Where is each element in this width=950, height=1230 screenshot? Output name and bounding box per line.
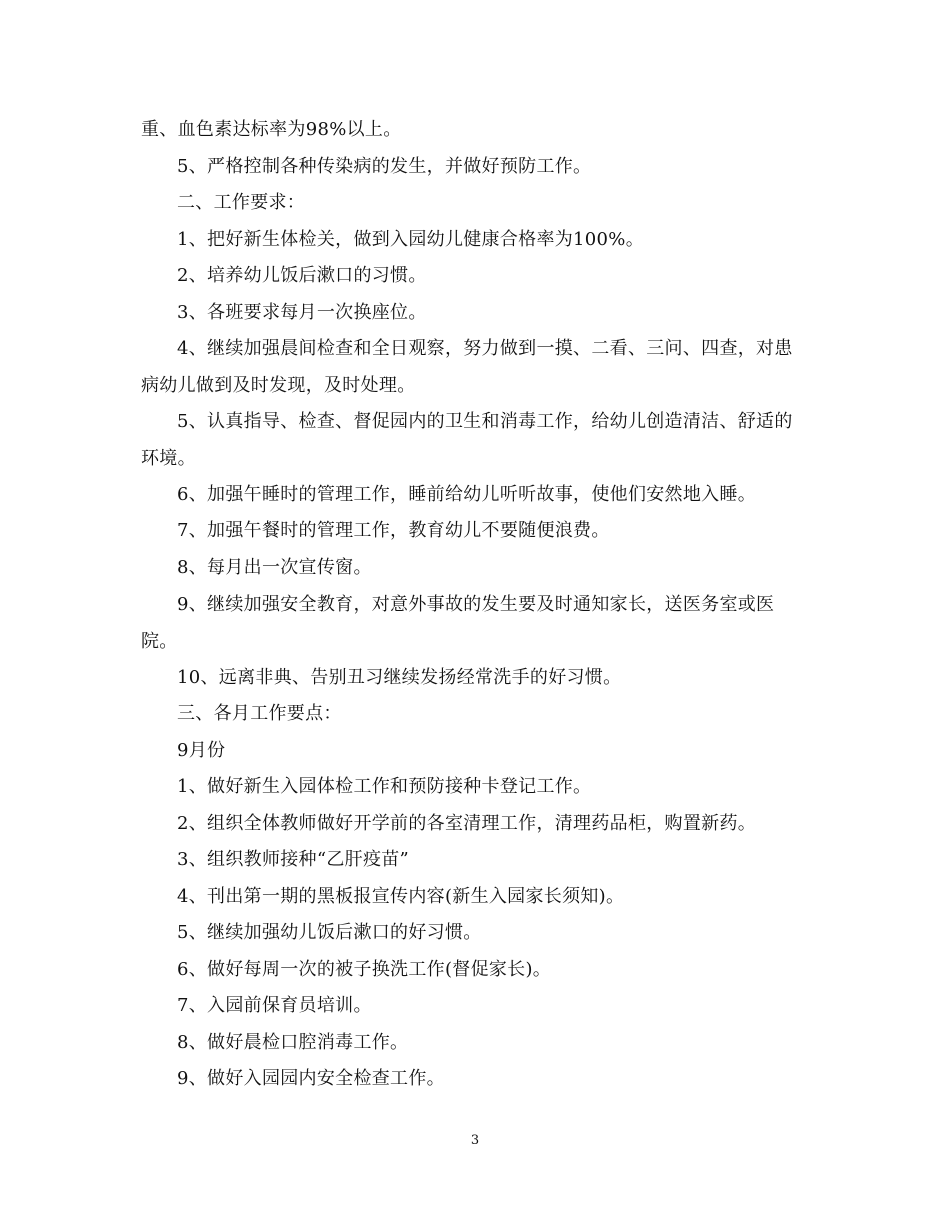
paragraph: 5、认真指导、检查、督促园内的卫生和消毒工作，给幼儿创造清洁、舒适的环境。 [141, 411, 793, 469]
paragraph: 9、继续加强安全教育，对意外事故的发生要及时通知家长，送医务室或医院。 [141, 594, 775, 652]
paragraph: 10、远离非典、告别丑习继续发扬经常洗手的好习惯。 [177, 667, 622, 688]
page-number: 3 [470, 1133, 480, 1148]
paragraph: 5、严格控制各种传染病的发生，并做好预防工作。 [177, 156, 592, 177]
paragraph: 3、各班要求每月一次换座位。 [177, 302, 427, 323]
paragraph: 8、做好晨检口腔消毒工作。 [177, 1032, 409, 1053]
paragraph: 4、继续加强晨间检查和全日观察，努力做到一摸、二看、三问、四查，对患病幼儿做到及时发现，及时处理。 [141, 338, 793, 396]
paragraph: 7、加强午餐时的管理工作，教育幼儿不要随便浪费。 [177, 520, 610, 541]
paragraph: 5、继续加强幼儿饭后漱口的好习惯。 [177, 922, 482, 943]
paragraph: 1、把好新生体检关，做到入园幼儿健康合格率为100%。 [177, 229, 645, 250]
paragraph: 8、每月出一次宣传窗。 [177, 557, 372, 578]
paragraph: 1、做好新生入园体检工作和预防接种卡登记工作。 [177, 776, 592, 797]
paragraph: 6、做好每周一次的被子换洗工作(督促家长)。 [177, 959, 552, 980]
paragraph: 2、组织全体教师做好开学前的各室清理工作，清理药品柜，购置新药。 [177, 813, 757, 834]
paragraph: 3、组织教师接种“乙肝疫苗” [177, 849, 410, 870]
month-heading: 9月份 [177, 740, 226, 761]
paragraph: 9、做好入园园内安全检查工作。 [177, 1068, 445, 1089]
paragraph: 7、入园前保育员培训。 [177, 995, 372, 1016]
paragraph: 6、加强午睡时的管理工作，睡前给幼儿听听故事，使他们安然地入睡。 [177, 484, 757, 505]
paragraph: 4、刊出第一期的黑板报宣传内容(新生入园家长须知)。 [177, 886, 625, 907]
paragraph: 2、培养幼儿饭后漱口的习惯。 [177, 265, 427, 286]
section-heading: 二、工作要求： [177, 192, 306, 213]
paragraph-continuation: 重、血色素达标率为98%以上。 [141, 119, 402, 140]
section-heading: 三、各月工作要点： [177, 703, 342, 724]
